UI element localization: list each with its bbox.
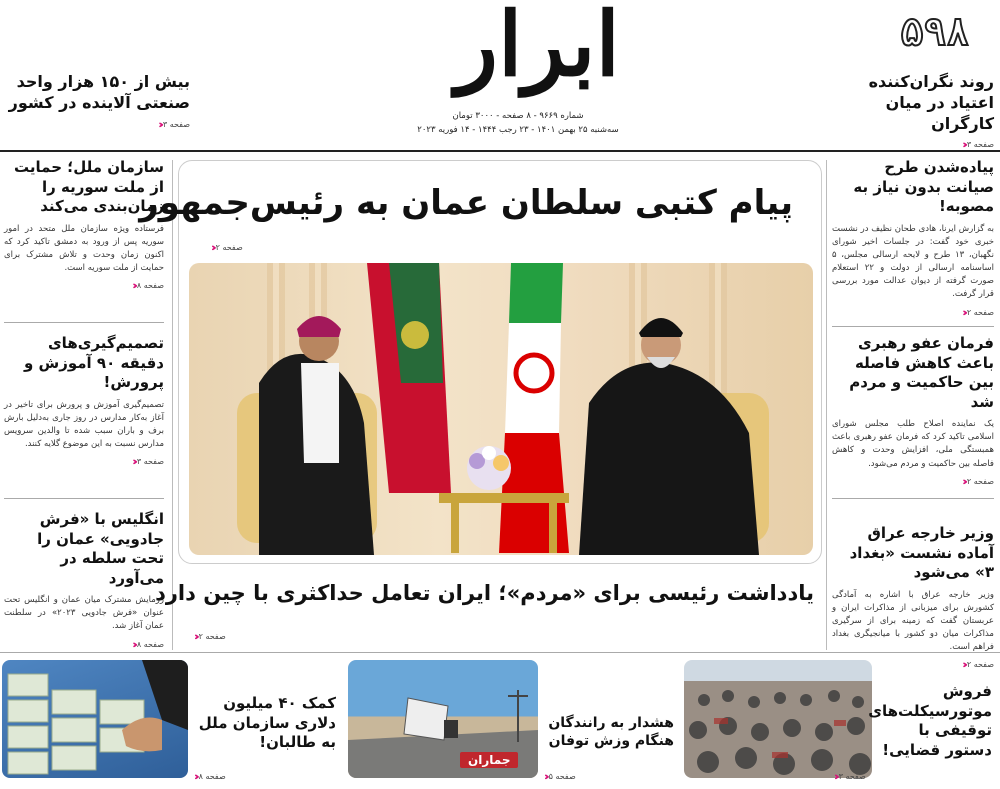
column-divider bbox=[4, 322, 164, 323]
main-headline: پیام کتبی سلطان عمان به رئیس‌جمهور bbox=[139, 183, 793, 223]
cash-photo bbox=[2, 660, 188, 778]
article-body: وزیر خارجه عراق با اشاره به آمادگی کشورش برای میزبانی از مذاکرات ایران و عربستان گفت که زمینه برای از سرگیری مذاکرات میان دو کشور با میانجیگری بغداد فراهم است. bbox=[832, 589, 994, 653]
column-rule-left bbox=[172, 160, 173, 650]
right-article-2[interactable] bbox=[832, 334, 994, 488]
bottom-story-un-aid[interactable] bbox=[0, 660, 344, 782]
bottom-page-ref: صفحه ۵ ‹‹‹ bbox=[544, 770, 576, 783]
bottom-page-ref: صفحه ۳ ‹‹‹ bbox=[834, 770, 866, 783]
issue-line: شماره ۹۶۶۹ - ۸ صفحه - ۳۰۰۰ تومان bbox=[452, 111, 584, 121]
chevron-left-icon: ‹‹‹ bbox=[132, 279, 134, 293]
main-sub-story[interactable] bbox=[155, 580, 822, 643]
header-left-headline: بیش از ۱۵۰ هزار واحد صنعتی آلاینده در کشور bbox=[8, 72, 190, 112]
left-article-2[interactable] bbox=[4, 334, 164, 468]
article-body: فرستاده ویژه سازمان ملل متحد در امور سوریه پس از ورود به دمشق تاکید کرد که اکنون زمان وحدت و تلاش مشترک برای حمایت از ملت سوریه است. bbox=[4, 223, 164, 274]
right-article-3[interactable] bbox=[832, 524, 994, 671]
bottom-headline: فروش موتورسیکلت‌های توقیفی با دستور قضایی! bbox=[868, 682, 992, 759]
chevron-left-icon: ‹‹‹ bbox=[158, 117, 160, 131]
main-photo bbox=[189, 263, 813, 555]
meeting-photo-illustration bbox=[189, 263, 813, 555]
bottom-strip-divider bbox=[0, 652, 1000, 653]
chevron-left-icon: ‹‹‹ bbox=[962, 138, 964, 152]
header-left-teaser[interactable] bbox=[4, 72, 190, 131]
date-line: سه‌شنبه ۲۵ بهمن ۱۴۰۱ - ۲۳ رجب ۱۴۴۴ - ۱۴ فوریه ۲۰۲۳ bbox=[417, 125, 619, 135]
newspaper-logo: ابرار bbox=[455, 0, 620, 96]
article-body: یک نماینده اصلاح طلب مجلس شورای اسلامی تاکید کرد که فرمان عفو رهبری باعث همبستگی ملی، افزایش وحدت و کاهش فاصله بین حاکمیت و مردم می‌شود. bbox=[832, 419, 994, 469]
sub-page-ref: صفحه ۲ ‹‹‹ bbox=[194, 630, 226, 643]
bottom-story-storm[interactable] bbox=[348, 660, 678, 782]
masthead bbox=[340, 0, 660, 148]
article-body: به گزارش ایرنا، هادی طحان نظیف در نشست خبری خود گفت: در جلسات اخیر شورای نگهبان، ۱۳ طرح و لایحه ارسالی مجلس، ۵ اساسنامه ارسالی از دولت و ۲۲ استعلام صورت گرفته از دیوان عدالت مورد بررسی قرار گرفت. bbox=[832, 223, 994, 300]
watermark-logo: جماران bbox=[460, 752, 518, 768]
chevron-left-icon: ‹‹‹ bbox=[834, 770, 836, 783]
bottom-story-motorcycles[interactable] bbox=[684, 660, 996, 782]
article-headline: پیاده‌شدن طرح صیانت بدون نیاز به مصوبه! bbox=[853, 158, 994, 215]
column-divider bbox=[832, 498, 994, 499]
article-page-ref: صفحه ۲ ‹‹‹ bbox=[962, 305, 994, 319]
publication-code-mark: ۵۹۸ bbox=[900, 10, 970, 54]
column-divider bbox=[832, 326, 994, 327]
header-left-page-ref: صفحه ۳ ‹‹‹ bbox=[158, 117, 190, 131]
masthead-divider bbox=[0, 150, 1000, 152]
motorcycles-photo bbox=[684, 660, 872, 778]
header-right-teaser[interactable] bbox=[832, 72, 994, 151]
chevron-left-icon: ‹‹‹ bbox=[962, 305, 964, 319]
header-right-page-ref: صفحه ۳ ‹‹‹ bbox=[962, 138, 994, 152]
sub-headline: یادداشت رئیسی برای «مردم»؛ ایران تعامل حداکثری با چین دارد bbox=[155, 581, 814, 605]
article-headline: انگلیس با «فرش جادویی» عمان را تحت سلطه در می‌آورد bbox=[37, 510, 164, 587]
article-headline: سازمان ملل؛ حمایت از ملت سوریه را زمان‌بندی می‌کند bbox=[14, 158, 164, 215]
main-page-ref: صفحه ۲ ‹‹‹ bbox=[211, 241, 243, 254]
chevron-left-icon: ‹‹‹ bbox=[132, 637, 134, 651]
article-page-ref: صفحه ۲ ‹‹‹ bbox=[962, 658, 994, 672]
article-body: تصمیم‌گیری آموزش و پرورش برای تاخیر در آغاز به‌کار مدارس در روز جاری به‌دلیل بارش برف و باران سبب شده تا والدین سرویس مدارس نسبت به این موضوع گلایه کنند. bbox=[4, 399, 164, 450]
header-right-headline: روند نگران‌کننده اعتیاد در میان کارگران bbox=[868, 72, 994, 133]
money-stacks-illustration bbox=[2, 660, 188, 778]
column-rule-right bbox=[826, 160, 827, 650]
chevron-left-icon: ‹‹‹ bbox=[132, 455, 134, 469]
right-column bbox=[832, 158, 994, 672]
article-page-ref: صفحه ۸ ‹‹‹ bbox=[132, 637, 164, 651]
left-article-3[interactable] bbox=[4, 510, 164, 651]
iran-flag bbox=[499, 263, 569, 553]
bottom-page-ref: صفحه ۸ ‹‹‹ bbox=[194, 770, 226, 783]
right-article-1[interactable] bbox=[832, 158, 994, 319]
column-divider bbox=[4, 498, 164, 499]
chevron-left-icon: ‹‹‹ bbox=[544, 770, 546, 783]
article-body: رزمایش مشترک میان عمان و انگلیس تحت عنوان «فرش جادویی ۲۰۲۳» در سلطنت عمان آغاز شد. bbox=[4, 595, 164, 632]
chevron-left-icon: ‹‹‹ bbox=[962, 658, 964, 672]
bottom-headline: هشدار به رانندگان هنگام وزش توفان bbox=[548, 715, 674, 750]
chevron-left-icon: ‹‹‹ bbox=[962, 474, 964, 488]
bottom-headline: کمک ۴۰ میلیون دلاری سازمان ملل به طالبان! bbox=[198, 694, 336, 751]
article-page-ref: صفحه ۳ ‹‹‹ bbox=[132, 455, 164, 469]
left-column bbox=[4, 158, 164, 658]
article-headline: فرمان عفو رهبری باعث کاهش فاصله بین حاکمیت و مردم شد bbox=[849, 334, 994, 411]
chevron-left-icon: ‹‹‹ bbox=[211, 241, 213, 254]
motorcycle-lot-illustration bbox=[684, 660, 872, 778]
chevron-left-icon: ‹‹‹ bbox=[194, 630, 196, 643]
article-page-ref: صفحه ۸ ‹‹‹ bbox=[132, 279, 164, 293]
article-page-ref: صفحه ۲ ‹‹‹ bbox=[962, 474, 994, 488]
article-headline: وزیر خارجه عراق آماده نشست «بغداد ۳» می‌شود bbox=[849, 524, 994, 581]
oman-flag bbox=[367, 263, 451, 493]
article-headline: تصمیم‌گیری‌های دقیقه ۹۰ آموزش و پرورش! bbox=[23, 334, 164, 391]
chevron-left-icon: ‹‹‹ bbox=[194, 770, 196, 783]
